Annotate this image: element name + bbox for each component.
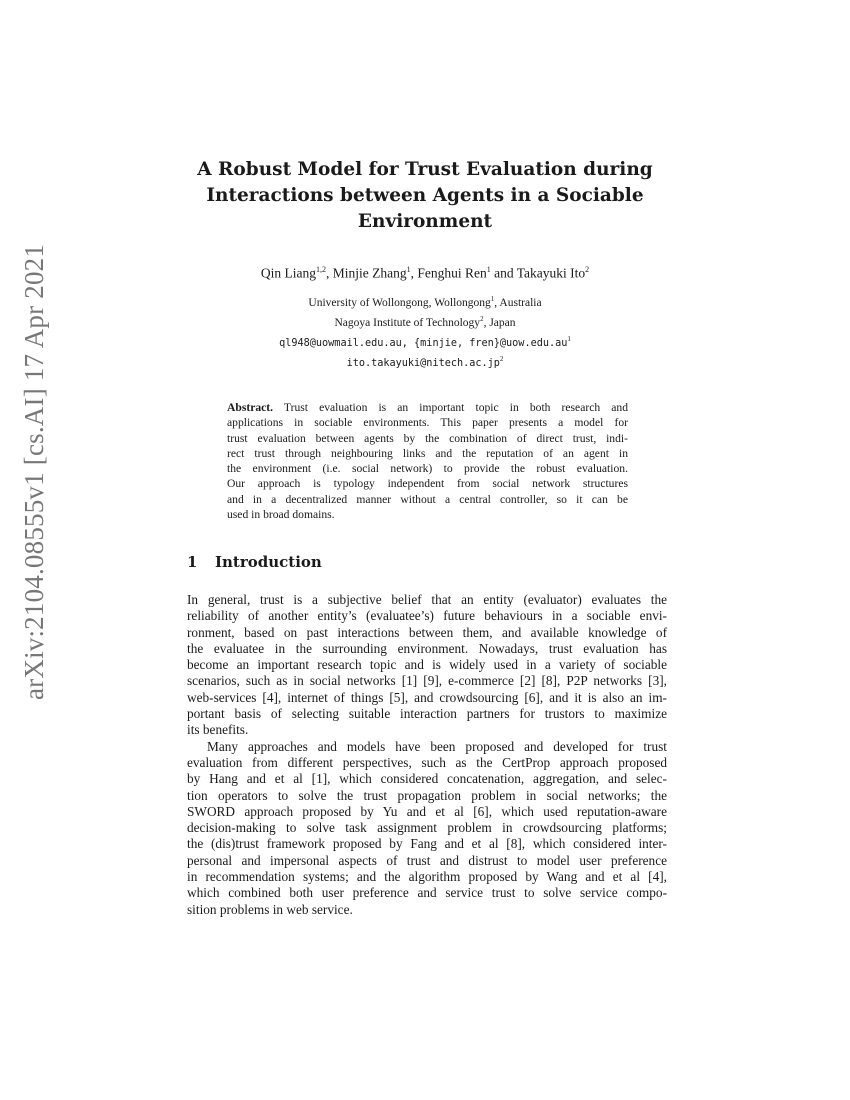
- author-name: and Takayuki Ito: [490, 265, 586, 281]
- body-line: its benefits.: [187, 722, 249, 738]
- abstract-line: rect trust through neighbouring links and the reputation of an agent in: [227, 446, 628, 460]
- affiliation-text: , Japan: [483, 316, 516, 329]
- email-address[interactable]: ql948@uowmail.edu.au, {minjie, fren}@uow.edu.au: [279, 337, 568, 349]
- body-line: In general, trust is a subjective belief that an entity (evaluator) evaluates the: [187, 592, 667, 607]
- body-line: portant basis of selecting suitable interaction partners for trustors to maximize: [187, 706, 667, 722]
- affiliation-text: Nagoya Institute of Technology: [334, 316, 481, 329]
- author-list: [150, 262, 700, 282]
- affiliation-mark: 2: [480, 314, 484, 323]
- author-name: Qin Liang: [260, 265, 316, 281]
- abstract-text: Trust evaluation is an important topic in both research and: [273, 401, 628, 414]
- affiliation-line: [150, 291, 700, 311]
- author-name: , Minjie Zhang: [325, 265, 407, 281]
- body-line: in recommendation systems; and the algorithm proposed by Wang and et al [4],: [187, 869, 667, 885]
- email-line: [150, 331, 700, 352]
- body-line: sition problems in web service.: [187, 901, 353, 917]
- author-name: , Fenghui Ren: [410, 265, 487, 281]
- abstract-line: and in a decentralized manner without a central controller, so it can be: [227, 492, 628, 506]
- arxiv-identifier-stamp[interactable]: arXiv:2104.08555v1 [cs.AI] 17 Apr 2021: [19, 243, 49, 700]
- introduction-body: [187, 592, 667, 918]
- affiliation-mark: 1: [490, 295, 495, 303]
- affiliation-text: , Australia: [494, 296, 542, 309]
- body-line: ronment, based on past interactions between them, and available knowledge of: [187, 624, 667, 640]
- body-line: by Hang and et al [1], which considered concatenation, aggregation, and selec-: [187, 771, 667, 787]
- abstract-line: trust evaluation between agents by the combination of direct trust, indi-: [227, 431, 628, 445]
- abstract: [227, 400, 628, 522]
- abstract-line: applications in sociable environments. This paper presents a model for: [227, 416, 628, 430]
- body-line: reliability of another entity’s (evaluatee’s) future behaviours in a sociable envi-: [187, 608, 667, 624]
- abstract-line: Our approach is typology independent from social network structures: [227, 477, 628, 491]
- body-line: Many approaches and models have been proposed and developed for trust: [207, 738, 667, 754]
- affiliation-text: University of Wollongong, Wollongong: [308, 296, 491, 309]
- email-line: [150, 351, 700, 372]
- title-line: A Robust Model for Trust Evaluation during: [197, 159, 653, 180]
- abstract-label: Abstract.: [227, 401, 274, 414]
- affiliation-mark: 1: [567, 334, 571, 343]
- section-heading-introduction: [187, 552, 322, 572]
- body-line: scenarios, such as in social networks [1] [9], e-commerce [2] [8], P2P networks [3],: [187, 673, 667, 689]
- body-line: decision-making to solve task assignment problem in crowdsourcing platforms;: [187, 820, 667, 836]
- body-line: personal and impersonal aspects of trust and distrust to model user preference: [187, 852, 667, 868]
- affiliation-line: [150, 311, 700, 331]
- body-line: web-services [4], internet of things [5], and crowdsourcing [6], and it is also an im-: [187, 689, 667, 705]
- body-line: become an important research topic and is widely used in a variety of sociable: [187, 657, 667, 673]
- body-line: the evaluatee in the surrounding environment. Nowadays, trust evaluation has: [187, 640, 667, 656]
- body-line: evaluation from different perspectives, such as the CertProp approach proposed: [187, 754, 667, 770]
- body-line: which combined both user preference and service trust to solve service compo-: [187, 885, 667, 901]
- affiliation-mark: 2: [499, 355, 504, 364]
- author-affiliation-mark: 2: [585, 265, 590, 274]
- title-line: Interactions between Agents in a Sociable: [206, 185, 644, 206]
- body-line: tion operators to solve the trust propagation problem in social networks; the: [187, 787, 667, 803]
- section-number: 1: [187, 553, 198, 571]
- abstract-line: [227, 400, 628, 415]
- body-line: SWORD approach proposed by Yu and et al [6], which used reputation-aware: [187, 803, 667, 819]
- affiliations-block: [150, 291, 700, 372]
- author-affiliation-mark: 1: [486, 265, 491, 274]
- section-title: Introduction: [215, 553, 322, 571]
- body-line: the (dis)trust framework proposed by Fang and et al [8], which considered inter-: [187, 836, 667, 852]
- title-line: Environment: [357, 211, 493, 232]
- author-affiliation-mark: 1: [406, 265, 411, 274]
- abstract-line: used in broad domains.: [227, 508, 335, 522]
- email-address[interactable]: ito.takayuki@nitech.ac.jp: [346, 358, 500, 370]
- abstract-line: the environment (i.e. social network) to provide the robust evaluation.: [227, 462, 628, 476]
- paper-title: [160, 157, 690, 235]
- author-affiliation-mark: 1,2: [315, 265, 326, 274]
